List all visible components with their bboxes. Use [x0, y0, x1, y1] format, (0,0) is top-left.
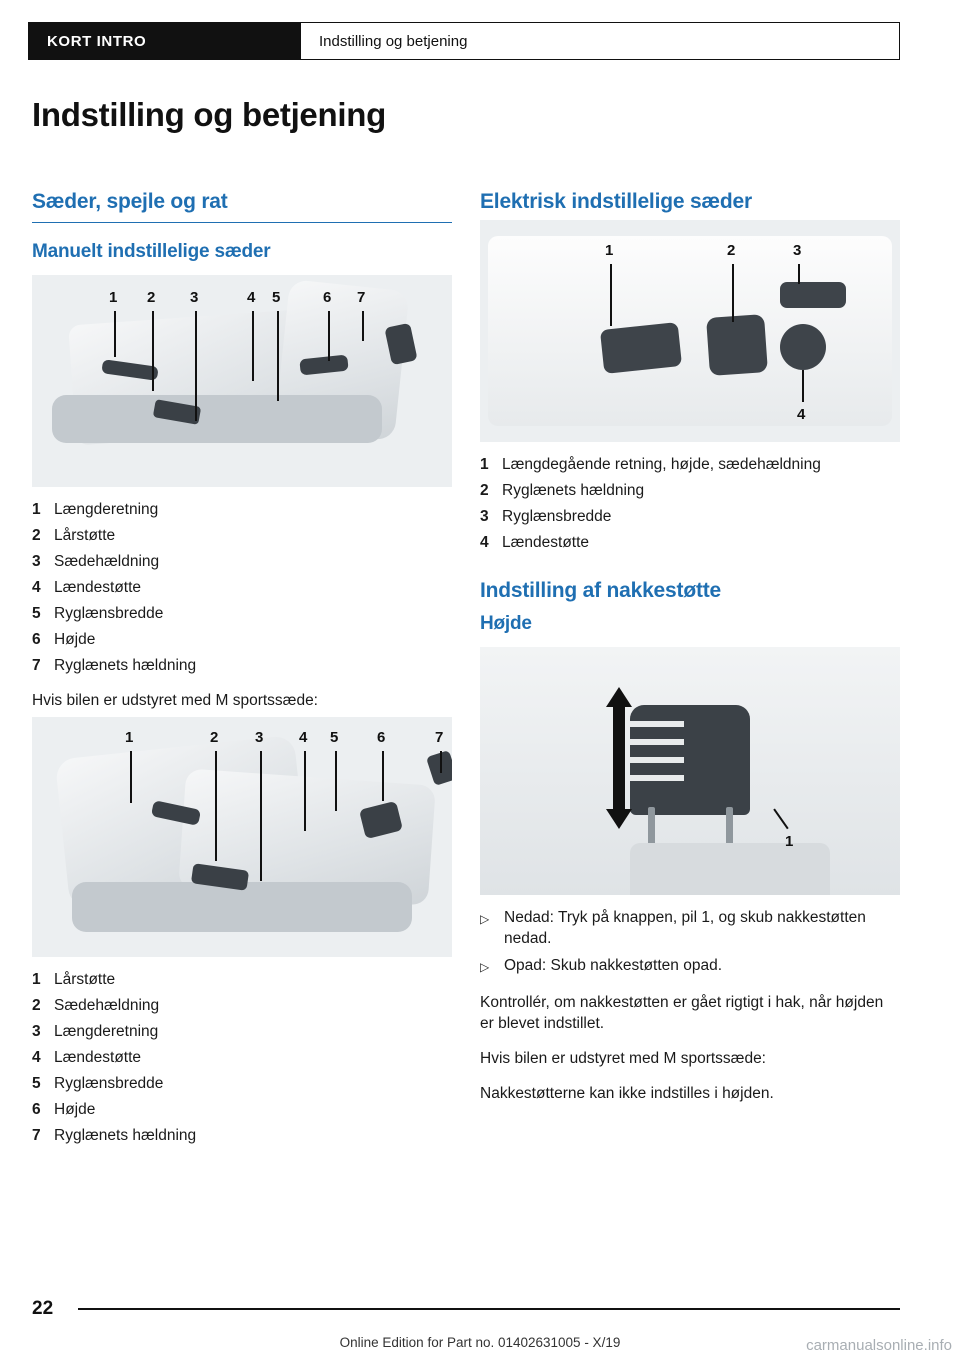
- figure-label-2: 2: [727, 242, 736, 259]
- list-item: [32, 603, 452, 624]
- legend-number: 3: [32, 553, 41, 570]
- list-item: [480, 454, 900, 475]
- figure-label-4: 4: [797, 406, 806, 423]
- legend-text: Længdegående retning, højde, sædehældning: [502, 456, 821, 473]
- headrest-post-right: [726, 807, 733, 847]
- triangle-bullet-icon: ▷: [480, 960, 490, 974]
- legend-number: 1: [32, 501, 41, 518]
- figure-label-4: 4: [299, 729, 308, 746]
- legend-number: 2: [480, 482, 489, 499]
- footer-edition-note: Online Edition for Part no. 01402631005 - X/19: [339, 1335, 621, 1350]
- legend-number: 3: [32, 1023, 41, 1040]
- legend-text: Sædehældning: [54, 553, 160, 570]
- figure-label-5: 5: [272, 289, 281, 306]
- leader-line-4: [802, 370, 804, 402]
- header-chapter-label: KORT INTRO: [29, 23, 301, 59]
- list-item: [32, 655, 452, 676]
- leader-line-1: [114, 311, 116, 357]
- legend-text: Ryglænets hældning: [502, 482, 645, 499]
- page-header: [28, 22, 900, 60]
- control-button-2: [706, 314, 768, 376]
- legend-text: Længderetning: [54, 501, 159, 518]
- figure-label-3: 3: [793, 242, 802, 259]
- legend-text: Lårstøtte: [54, 527, 116, 544]
- figure-label-5: 5: [330, 729, 339, 746]
- leader-line-3: [195, 311, 197, 421]
- legend-number: 7: [32, 657, 41, 674]
- triangle-bullet-icon: ▷: [480, 912, 490, 926]
- control-button-4: [780, 324, 826, 370]
- figure-label-6: 6: [377, 729, 386, 746]
- note-m-sport-seat: Hvis bilen er udstyret med M sportssæde:: [32, 692, 318, 709]
- figure-label-7: 7: [357, 289, 366, 306]
- legend-number: 1: [480, 456, 489, 473]
- page-title: Indstilling og betjening: [32, 96, 386, 133]
- leader-line-7: [440, 751, 442, 773]
- figure-label-6: 6: [323, 289, 332, 306]
- legend-number: 6: [32, 1101, 41, 1118]
- list-item: [480, 955, 900, 978]
- figure-label-1: 1: [785, 833, 794, 850]
- list-item: [32, 995, 452, 1016]
- legend-number: 4: [32, 1049, 41, 1066]
- section-title-seats-mirrors-steering: Sæder, spejle og rat: [32, 190, 452, 223]
- leader-line-3: [260, 751, 262, 881]
- figure-label-2: 2: [210, 729, 219, 746]
- subtitle-headrest-height: Højde: [480, 613, 532, 634]
- list-item: [32, 551, 452, 572]
- seat-control-panel: [488, 236, 892, 426]
- legend-text: Ryglænets hældning: [54, 657, 197, 674]
- figure-label-1: 1: [125, 729, 134, 746]
- legend-text: Lårstøtte: [54, 971, 116, 988]
- list-item: [32, 1021, 452, 1042]
- list-item: [32, 1099, 452, 1120]
- arrow-down-icon: [606, 809, 632, 829]
- legend-text: Ryglænsbredde: [502, 508, 612, 525]
- section-title-headrest-adjustment: Indstilling af nakkestøtte: [480, 579, 722, 602]
- leader-line-5: [335, 751, 337, 811]
- leader-line-6: [382, 751, 384, 801]
- legend-number: 4: [480, 534, 489, 551]
- list-item: [480, 480, 900, 501]
- list-item: [32, 1125, 452, 1146]
- footer-divider: [78, 1308, 900, 1310]
- section-title-electric-seats: Elektrisk indstillelige sæder: [480, 190, 752, 213]
- leader-line-1: [130, 751, 132, 803]
- headrest-instructions-list: [480, 907, 900, 978]
- legend-text: Ryglænets hældning: [54, 1127, 197, 1144]
- legend-number: 4: [32, 579, 41, 596]
- figure-sport-seat: [32, 717, 452, 957]
- legend-text: Højde: [54, 631, 96, 648]
- figure-label-1: 1: [109, 289, 118, 306]
- leader-line-4: [304, 751, 306, 831]
- list-item: [32, 1073, 452, 1094]
- legend-text: Ryglænsbredde: [54, 605, 164, 622]
- legend-text: Lændestøtte: [54, 1049, 142, 1066]
- list-item: [32, 525, 452, 546]
- seat-backrest-top: [630, 843, 830, 895]
- list-item: [480, 506, 900, 527]
- legend-number: 2: [32, 527, 41, 544]
- figure-electric-seat-controls: [480, 220, 900, 442]
- figure-label-3: 3: [255, 729, 264, 746]
- right-column: [480, 190, 900, 1104]
- legend-number: 5: [32, 1075, 41, 1092]
- legend-text: Højde: [54, 1101, 96, 1118]
- arrow-shaft: [613, 705, 625, 811]
- list-item: [32, 1047, 452, 1068]
- figure-label-4: 4: [247, 289, 256, 306]
- legend-number: 2: [32, 997, 41, 1014]
- legend-number: 5: [32, 605, 41, 622]
- headrest-detail-line-3: [630, 757, 684, 763]
- leader-line-1: [610, 264, 612, 326]
- instruction-text: Nedad: Tryk på knappen, pil 1, og skub nakkestøtten nedad.: [504, 909, 866, 947]
- sport-seat-lever-4: [426, 750, 452, 786]
- headrest-paragraph-1: Kontrollér, om nakkestøtten er gået rigtigt i hak, når højden er blevet indstillet.: [480, 994, 884, 1032]
- leader-line-3: [798, 264, 800, 284]
- figure-label-3: 3: [190, 289, 199, 306]
- arrow-up-icon: [606, 687, 632, 707]
- legend-number: 6: [32, 631, 41, 648]
- headrest-detail-line-2: [630, 739, 684, 745]
- legend-text: Lændestøtte: [54, 579, 142, 596]
- control-button-1: [600, 322, 682, 374]
- list-item: [480, 532, 900, 553]
- legend-text: Sædehældning: [54, 997, 160, 1014]
- legend-number: 3: [480, 508, 489, 525]
- list-item: [32, 499, 452, 520]
- list-item: [32, 577, 452, 598]
- leader-line-2: [215, 751, 217, 861]
- watermark-text: carmanualsonline.info: [806, 1337, 952, 1354]
- legend-number: 1: [32, 971, 41, 988]
- headrest-paragraph-3: Nakkestøtterne kan ikke indstilles i højden.: [480, 1085, 774, 1102]
- legend-electric-seat: [480, 454, 900, 553]
- leader-line-5: [277, 311, 279, 401]
- legend-sport-seat: [32, 969, 452, 1146]
- headrest-post-left: [648, 807, 655, 847]
- list-item: [32, 629, 452, 650]
- legend-manual-seat: [32, 499, 452, 676]
- legend-text: Lændestøtte: [502, 534, 590, 551]
- headrest-detail-line-4: [630, 775, 684, 781]
- headrest-detail-line-1: [630, 721, 684, 727]
- leader-line-2: [732, 264, 734, 322]
- list-item: [32, 969, 452, 990]
- figure-label-1: 1: [605, 242, 614, 259]
- leader-line-6: [328, 311, 330, 361]
- leader-line-7: [362, 311, 364, 341]
- figure-label-2: 2: [147, 289, 156, 306]
- control-button-3: [780, 282, 846, 308]
- legend-text: Længderetning: [54, 1023, 159, 1040]
- instruction-text: Opad: Skub nakkestøtten opad.: [504, 957, 722, 974]
- figure-label-7: 7: [435, 729, 444, 746]
- figure-manual-seat: [32, 275, 452, 487]
- headrest-paragraph-2: Hvis bilen er udstyret med M sportssæde:: [480, 1050, 766, 1067]
- leader-line-4: [252, 311, 254, 381]
- figure-headrest: [480, 647, 900, 895]
- header-section-label: Indstilling og betjening: [301, 23, 899, 59]
- legend-text: Ryglænsbredde: [54, 1075, 164, 1092]
- leader-line-2: [152, 311, 154, 391]
- page-number: 22: [32, 1298, 54, 1319]
- left-column: [32, 190, 452, 1151]
- legend-number: 7: [32, 1127, 41, 1144]
- list-item: [480, 907, 900, 949]
- seat-base-shape: [52, 395, 382, 443]
- subtitle-manual-seats: Manuelt indstillelige sæder: [32, 241, 271, 262]
